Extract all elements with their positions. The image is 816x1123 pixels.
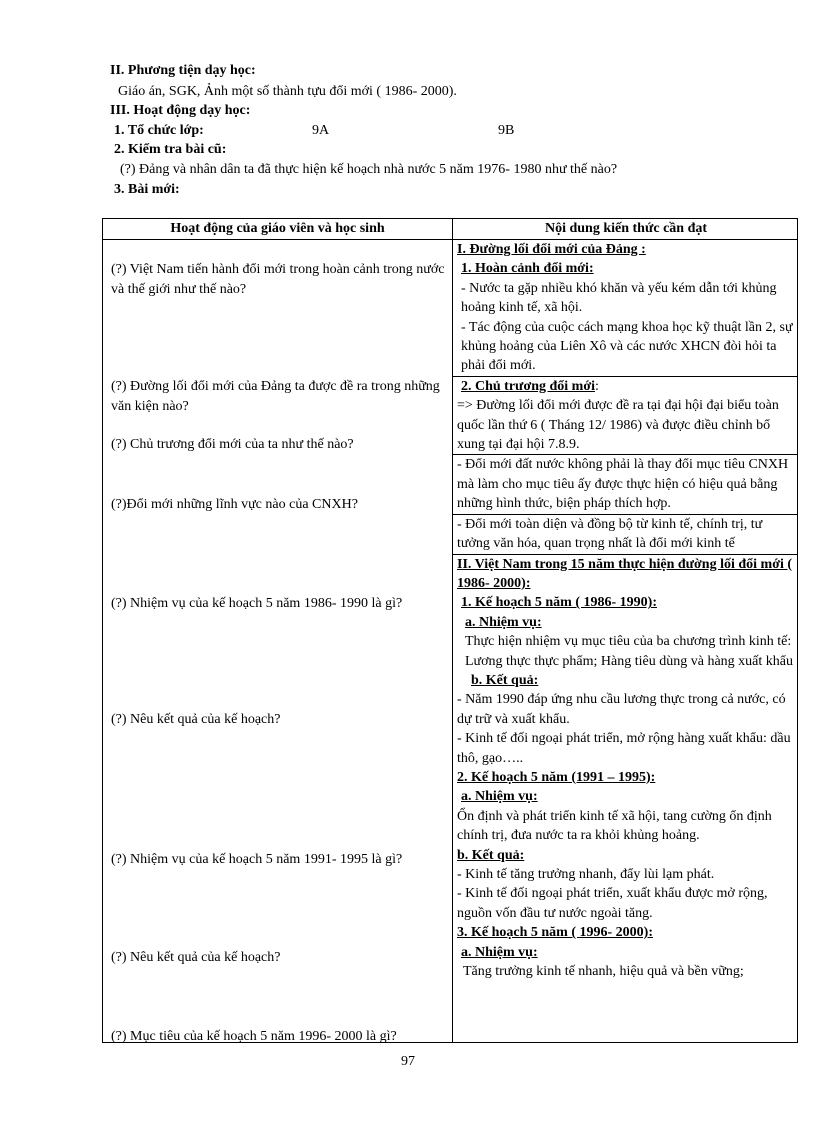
step-3-label: 3. Bài mới: — [114, 182, 180, 197]
content-subheading-7: a. Nhiệm vụ: — [461, 789, 538, 805]
content-paragraph: => Đường lối đổi mới được đề ra tại đại hội đại biểu toàn quốc lần thứ 6 ( Tháng 12/ 1986) và được điều chỉnh bổ xung tại đại hội 7.8.9. — [457, 398, 779, 453]
content-subheading-3: 1. Kế hoạch 5 năm ( 1986- 1990): — [461, 595, 657, 611]
question-plan-1986: (?) Nhiệm vụ của kế hoạch 5 năm 1986- 1990 là gì? — [111, 596, 403, 611]
content-paragraph: Tăng trưởng kinh tế nhanh, hiệu quả và bền vững; — [463, 964, 744, 980]
class-9a: 9A — [312, 123, 330, 138]
content-subheading-9: 3. Kế hoạch 5 năm ( 1996- 2000): — [457, 925, 653, 941]
content-paragraph: - Tác động của cuộc cách mạng khoa học kỹ thuật lần 2, sự khủng hoảng của Liên Xô và các nước XHCN đòi hỏi ta phải đổi mới. — [461, 319, 793, 374]
content-paragraph: - Đổi mới toàn diện và đồng bộ từ kinh tế, chính trị, tư tưởng văn hóa, quan trọng nhất là đổi mới kinh tế — [457, 516, 763, 552]
content-subheading-6: 2. Kế hoạch 5 năm (1991 – 1995): — [457, 769, 656, 785]
content-subheading-2: 2. Chủ trương đổi mới: — [461, 378, 599, 394]
content-paragraph: - Đổi mới đất nước không phải là thay đổi mục tiêu CNXH mà làm cho mục tiêu ấy được thực hiện có hiệu quả bằng những hình thức, biện pháp thích hợp. — [457, 457, 789, 512]
content-paragraph: - Kinh tế đối ngoại phát triển, xuất khẩu được mở rộng, nguồn vốn đầu tư nước ngoài tăng. — [457, 886, 768, 921]
content-paragraph: Ổn định và phát triển kinh tế xã hội, tang cường ổn định chính trị, đưa nước ta ra khỏi khủng hoảng. — [457, 808, 772, 844]
content-subheading-10: a. Nhiệm vụ: — [461, 944, 538, 960]
question-result-2: (?) Nêu kết quả của kế hoạch? — [111, 950, 281, 965]
page-number: 97 — [401, 1054, 415, 1069]
content-paragraph: - Nước ta gặp nhiều khó khăn và yếu kém dẫn tới khủng hoảng kinh tế, xã hội. — [461, 280, 777, 316]
question-documents: (?) Đường lối đổi mới của Đảng ta được đề ra trong những văn kiện nào? — [111, 379, 440, 414]
header-left: Hoạt động của giáo viên và học sinh — [170, 221, 385, 236]
step-1-label: 1. Tổ chức lớp: — [114, 123, 204, 138]
section-2-title: II. Phương tiện dạy học: — [110, 63, 256, 78]
content-column — [457, 240, 793, 981]
content-heading-2: II. Việt Nam trong 15 năm thực hiện đường lối đổi mới ( 1986- 2000): — [457, 556, 793, 591]
section-2-text: Giáo án, SGK, Ảnh một số thành tựu đổi mới ( 1986- 2000). — [118, 84, 457, 99]
content-subheading-8: b. Kết quả: — [457, 847, 525, 863]
content-subheading-1: 1. Hoàn cảnh đổi mới: — [461, 261, 594, 277]
section-3-title: III. Hoạt động dạy học: — [110, 103, 251, 118]
step-2-question: (?) Đảng và nhân dân ta đã thực hiện kế hoạch nhà nước 5 năm 1976- 1980 như thế nào? — [120, 162, 618, 177]
question-fields: (?)Đổi mới những lĩnh vực nào của CNXH? — [111, 497, 358, 512]
content-paragraph: - Kinh tế tăng trưởng nhanh, đẩy lùi lạm phát. — [457, 867, 715, 882]
lesson-table — [102, 218, 798, 1043]
question-context: (?) Việt Nam tiến hành đổi mới trong hoàn cảnh trong nước và thế giới như thế nào? — [111, 262, 445, 297]
content-paragraph: - Năm 1990 đáp ứng nhu cầu lương thực trong cả nước, có dự trữ và xuất khẩu. — [457, 692, 786, 727]
step-2-label: 2. Kiểm tra bài cũ: — [114, 142, 227, 157]
question-policy: (?) Chủ trương đổi mới của ta như thế nào? — [111, 437, 354, 452]
content-subheading-5: b. Kết quả: — [471, 672, 539, 688]
content-subheading-4: a. Nhiệm vụ: — [465, 614, 542, 630]
header-right: Nội dung kiến thức cần đạt — [544, 221, 708, 236]
question-result-1: (?) Nêu kết quả của kế hoạch? — [111, 712, 281, 727]
class-9b: 9B — [498, 123, 515, 138]
column-divider — [452, 219, 453, 1042]
question-plan-1996: (?) Mục tiêu của kế hoạch 5 năm 1996- 2000 là gì? — [111, 1029, 397, 1044]
content-paragraph: Thực hiện nhiệm vụ mục tiêu của ba chương trình kinh tế: Lương thực thực phẩm; Hàng tiêu dùng và hàng xuất khẩu — [465, 634, 793, 669]
question-plan-1991: (?) Nhiệm vụ của kế hoạch 5 năm 1991- 1995 là gì? — [111, 852, 403, 867]
content-paragraph: - Kinh tế đối ngoại phát triển, mở rộng hàng xuất khẩu: dầu thô, gạo….. — [457, 731, 791, 766]
content-heading-1: I. Đường lối đổi mới của Đảng : — [457, 242, 646, 257]
